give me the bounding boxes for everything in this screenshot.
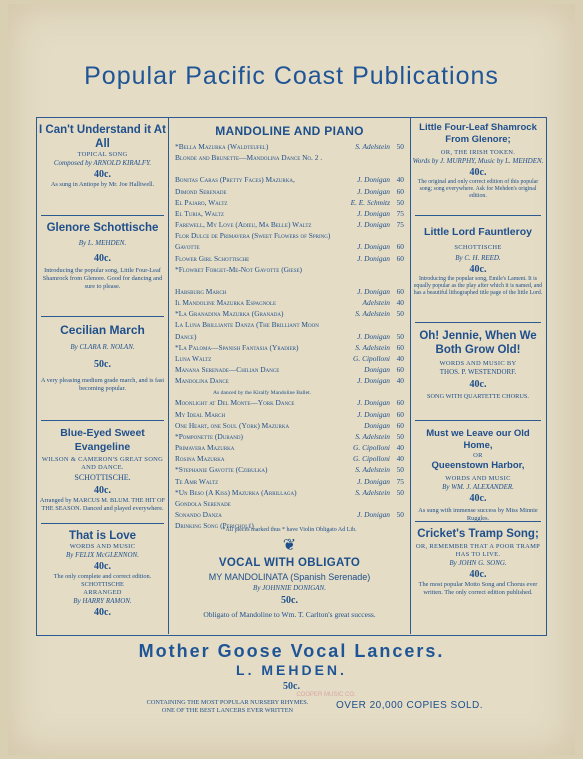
piece-title: Blonde and Brunette—Mandolina Dance No. 2 . bbox=[175, 153, 323, 163]
piece-title: *Stephanie Gavotte (Czibulka) bbox=[175, 465, 268, 475]
vocal-author: By JOHNNIE DONIGAN. bbox=[253, 584, 326, 592]
piece-author: G. Cipolloni bbox=[353, 353, 390, 363]
lancers-description: CONTAINING THE MOST POPULAR NURSERY RHYMES. ONE OF THE BEST LANCERS EVER WRITTEN bbox=[146, 699, 309, 714]
mandoline-piece-row bbox=[175, 209, 404, 218]
piece-author: G. Cipolloni bbox=[353, 454, 390, 464]
rule bbox=[41, 215, 164, 216]
piece-author: J. Donigan bbox=[357, 331, 390, 341]
piece-price: 50 bbox=[396, 487, 404, 497]
piece-author: J. Donigan bbox=[357, 208, 390, 218]
listing-shamrock: Little Four-Leaf Shamrock From Glenore; OR, THE IRISH TOKEN. Words by J. MURPHY, Music by L. MEHDEN. 40c. The original and only correct edition of this popular song; song everywhere. Ask for Mehden's original edition. bbox=[412, 122, 544, 199]
piece-author: E. E. Schmitz bbox=[350, 197, 390, 207]
piece-title: El Pajaro, Waltz bbox=[175, 197, 228, 207]
mandoline-piece-row bbox=[175, 198, 404, 207]
piece-author: S. Adelstein bbox=[355, 487, 390, 497]
piece-price: 75 bbox=[396, 208, 404, 218]
listing-jennie: Oh! Jennie, When We Both Grow Old! WORDS AND MUSIC BY THOS. P. WESTENDORF. 40c. SONG WITH QUARTETTE CHORUS. bbox=[419, 330, 537, 400]
mandoline-piece-row bbox=[175, 254, 404, 263]
piece-title: *La Granadina Mazurka (Granada) bbox=[175, 309, 284, 319]
mandoline-piece-row bbox=[175, 398, 404, 407]
mandoline-piece-row bbox=[175, 231, 404, 240]
mandoline-piece-row bbox=[175, 410, 404, 419]
mandoline-piece-row bbox=[175, 309, 404, 318]
listing-glenore: Glenore Schottische By L. MEHDEN. 40c. Introducing the popular song, Little Four-Leaf Shamrock from Glenore. Good for dancing and sure to please. bbox=[42, 222, 163, 290]
piece-title: As danced by the Kiralfy Mandoline Ballet. bbox=[213, 390, 312, 397]
ornament: ❦ bbox=[282, 537, 297, 554]
mandoline-piece-row bbox=[175, 298, 404, 307]
rule bbox=[41, 316, 164, 317]
mandoline-heading: MANDOLINE AND PIANO bbox=[215, 124, 364, 138]
piece-author: G. Cipolloni bbox=[353, 443, 390, 453]
rule bbox=[415, 521, 541, 522]
mandoline-piece-row bbox=[175, 287, 404, 296]
mandoline-piece-row bbox=[175, 465, 404, 474]
piece-price: 60 bbox=[396, 186, 404, 196]
mandoline-piece-row bbox=[175, 265, 404, 274]
listing-old-home: Must we Leave our Old Home, OR Queenstown Harbor, WORDS AND MUSIC By WM. J. ALEXANDER. 40c. As sung with immense success by Miss Minnie Ruggles. bbox=[418, 428, 538, 522]
mandoline-piece-row bbox=[175, 432, 404, 441]
piece-title: *Bella Mazurka (Waldteufel) bbox=[175, 142, 269, 151]
piece-title: Gavotte bbox=[175, 242, 200, 252]
piece-price: 50 bbox=[396, 465, 404, 475]
piece-title: Il Mandoline Mazurka Espagnole bbox=[175, 298, 277, 308]
piece-author: J. Donigan bbox=[357, 398, 390, 408]
left-column bbox=[37, 117, 168, 634]
piece-title: Luna Waltz bbox=[175, 353, 212, 363]
piece-price: 60 bbox=[396, 342, 404, 352]
piece-author: J. Donigan bbox=[357, 409, 390, 419]
piece-price: 50 bbox=[396, 331, 404, 341]
mandoline-piece-row bbox=[175, 320, 404, 329]
piece-author: Donigan bbox=[364, 420, 390, 430]
piece-author: J. Donigan bbox=[357, 376, 390, 386]
vocal-price: 50c. bbox=[281, 595, 298, 606]
piece-title: One Heart, one Soul (York) Mazurka bbox=[175, 420, 290, 430]
piece-title: Flower Girl Schottische bbox=[175, 253, 250, 263]
vocal-song: MY MANDOLINATA (Spanish Serenade) bbox=[208, 572, 371, 582]
piece-price: 50 bbox=[396, 431, 404, 441]
mandoline-piece-row bbox=[175, 142, 404, 151]
mandoline-piece-row bbox=[175, 220, 404, 229]
mandoline-piece-row bbox=[175, 488, 404, 497]
piece-price: 60 bbox=[396, 242, 404, 252]
piece-author: J. Donigan bbox=[357, 175, 390, 185]
piece-author: Adelstein bbox=[362, 298, 390, 308]
piece-author: J. Donigan bbox=[357, 476, 390, 486]
piece-title: Moonlight at Del Monte—York Dance bbox=[175, 398, 295, 408]
piece-author: S. Adelstein bbox=[355, 142, 390, 151]
piece-price: 40 bbox=[396, 376, 404, 386]
piece-title: *Flowret Forget-Me-Not Gavotte (Giese) bbox=[175, 264, 303, 274]
right-column bbox=[411, 117, 545, 634]
mandoline-piece-row bbox=[175, 343, 404, 352]
piece-author: J. Donigan bbox=[357, 242, 390, 252]
piece-title: Dance) bbox=[175, 331, 197, 341]
piece-price: 60 bbox=[396, 365, 404, 374]
mandoline-piece-row bbox=[175, 477, 404, 486]
mandoline-piece-row bbox=[175, 354, 404, 363]
piece-author: J. Donigan bbox=[357, 509, 390, 519]
piece-price: 60 bbox=[396, 398, 404, 408]
listing-fauntleroy: Little Lord Fauntleroy SCHOTTISCHE By C. H. REED. 40c. Introducing the popular song, Emile's Lament. It is equally popular as the play after which it is named, and has a beautiful lithographed title page of the little Lord. bbox=[413, 226, 543, 296]
piece-price: 60 bbox=[396, 420, 404, 430]
listing-cricket: Cricket's Tramp Song; OR, REMEMBER THAT A POOR TRAMP HAS TO LIVE. By JOHN G. SONG. 40c. The most popular Motto Song and Chorus ever written. The only correct edition published. bbox=[415, 528, 541, 596]
piece-title: Sonando Danza bbox=[175, 509, 222, 519]
piece-price: 40 bbox=[396, 353, 404, 363]
rule bbox=[41, 523, 164, 524]
obligato-note: *All pieces marked thus * have Violin Obligato Ad Lib. bbox=[222, 527, 357, 533]
mandoline-piece-row bbox=[175, 242, 404, 251]
piece-title: Te Amr Waltz bbox=[175, 476, 219, 486]
piece-price: 75 bbox=[396, 476, 404, 486]
piece-author: J. Donigan bbox=[357, 286, 390, 296]
listing-that-is-love: That is Love WORDS AND MUSIC By FELIX McGLENNON. 40c. The only complete and correct edition. SCHOTTISCHE ARRANGED By HARRY RAMON. 40c. bbox=[53, 530, 152, 618]
piece-price: 50 bbox=[396, 309, 404, 319]
rule bbox=[415, 420, 541, 421]
piece-title: Drinking Song (Pericholé) bbox=[175, 521, 254, 531]
lancers-price: 50c. bbox=[283, 681, 300, 692]
piece-author: J. Donigan bbox=[357, 186, 390, 196]
piece-title: El Turia, Waltz bbox=[175, 208, 224, 218]
piece-title: Mandolina Dance bbox=[175, 376, 229, 386]
lancers-title: Mother Goose Vocal Lancers. bbox=[138, 641, 445, 661]
mandoline-piece-row bbox=[175, 499, 404, 508]
piece-title: Bonitas Caras (Pretty Faces) Mazurka, bbox=[175, 175, 295, 185]
mandoline-piece-row bbox=[175, 175, 404, 184]
piece-title: Habsburg March bbox=[175, 286, 227, 296]
piece-price: 50 bbox=[396, 142, 404, 151]
piece-title: Rosina Mazurka bbox=[175, 454, 225, 464]
vocal-heading: VOCAL WITH OBLIGATO bbox=[218, 557, 361, 569]
piece-title: *La Paloma—Spanish Fantasia (Yradier) bbox=[175, 342, 299, 352]
listing-cant-understand: I Can't Understand it At All TOPICAL SONG Composed by ARNOLD KIRALFY. 40c. As sung in Antiope by Mr. Joe Halliwell. bbox=[39, 124, 166, 188]
piece-title: My Ideal March bbox=[175, 409, 226, 419]
mandoline-piece-row bbox=[175, 153, 404, 162]
mandoline-piece-row bbox=[175, 421, 404, 430]
piece-price: 50 bbox=[396, 509, 404, 519]
publisher-stamp: COOPER MUSIC CO. bbox=[296, 692, 356, 698]
piece-author: S. Adelstein bbox=[355, 342, 390, 352]
piece-title: *Pomponette (Durand) bbox=[175, 431, 243, 441]
mandoline-piece-row bbox=[175, 510, 404, 519]
piece-price: 60 bbox=[396, 409, 404, 419]
piece-title: Farewell, My Love (Adieu, Ma Belle) Waltz bbox=[175, 220, 312, 230]
mandoline-piece-row bbox=[175, 187, 404, 196]
piece-price: 60 bbox=[396, 253, 404, 263]
mandoline-piece-row bbox=[175, 454, 404, 463]
piece-title: Dimond Serenade bbox=[175, 186, 227, 196]
piece-price: 60 bbox=[396, 286, 404, 296]
piece-title: Gondola Serenade bbox=[175, 498, 231, 508]
piece-title: Manana Serenade—Chilian Dance bbox=[175, 365, 280, 374]
rule bbox=[415, 322, 541, 323]
piece-author: J. Donigan bbox=[357, 220, 390, 230]
piece-author: S. Adelstein bbox=[355, 465, 390, 475]
mandoline-piece-row bbox=[175, 443, 404, 452]
piece-title: Flor Dulce de Primavera (Sweet Flowers of Spring) bbox=[175, 231, 331, 241]
rule bbox=[415, 215, 541, 216]
piece-price: 75 bbox=[396, 220, 404, 230]
mandoline-piece-row bbox=[175, 376, 404, 385]
mandoline-piece-row bbox=[175, 332, 404, 341]
rule bbox=[41, 420, 164, 421]
piece-price: 40 bbox=[396, 454, 404, 464]
listing-cecilian: Cecilian March By CLARA R. NOLAN. 50c. A very pleasing medium grade march, and is fast becoming popular. bbox=[40, 323, 165, 392]
piece-price: 40 bbox=[396, 443, 404, 453]
lancers-author: L. MEHDEN. bbox=[236, 662, 347, 678]
page-title: Popular Pacific Coast Publications bbox=[84, 62, 499, 90]
piece-title: La Luna Brilliante Danza (The Brilliant Moon bbox=[175, 320, 319, 330]
piece-author: Donigan bbox=[364, 365, 390, 374]
piece-price: 40 bbox=[396, 298, 404, 308]
piece-price: 40 bbox=[396, 175, 404, 185]
piece-title: Primavera Mazurka bbox=[175, 443, 235, 453]
vocal-description: Obligato of Mandoline to Wm. T. Carlton's great success. bbox=[203, 610, 376, 619]
piece-author: S. Adelstein bbox=[355, 309, 390, 319]
listing-evangeline: Blue-Eyed Sweet Evangeline WILSON & CAMERON'S GREAT SONG AND DANCE. SCHOTTISCHE. 40c. Arranged by MARCUS M. BLUM. THE HIT OF THE SEASON. Danced and played everywhere. bbox=[39, 427, 166, 512]
piece-price: 50 bbox=[396, 197, 404, 207]
mandoline-piece-row bbox=[175, 387, 404, 396]
piece-author: S. Adelstein bbox=[355, 431, 390, 441]
piece-title: *Un Beso (A Kiss) Mazurka (Arrillaga) bbox=[175, 487, 297, 497]
copies-sold: OVER 20,000 COPIES SOLD. bbox=[336, 700, 484, 711]
piece-author: J. Donigan bbox=[357, 253, 390, 263]
middle-column bbox=[169, 117, 410, 634]
mandoline-piece-row bbox=[175, 365, 404, 374]
